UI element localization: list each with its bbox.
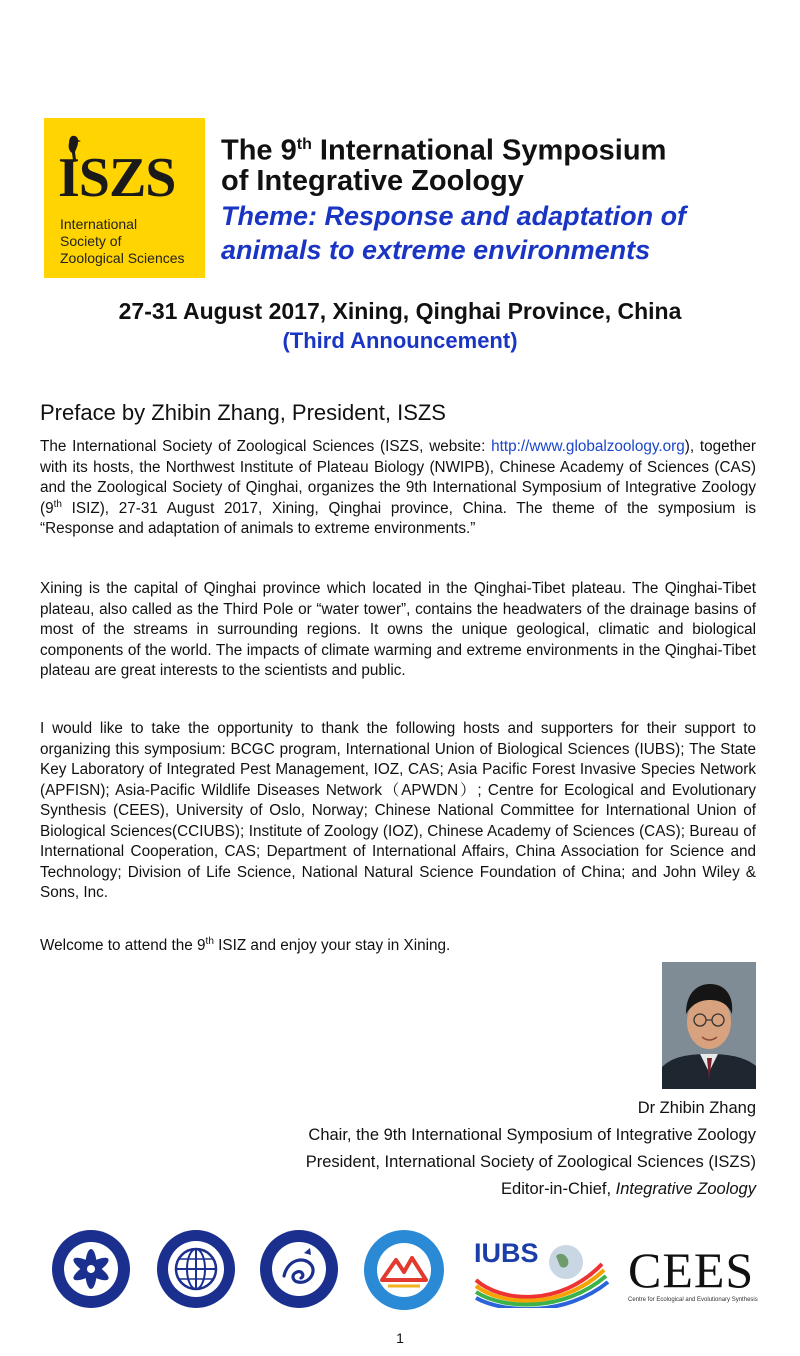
signature-name: Dr Zhibin Zhang (637, 1099, 756, 1117)
iszs-mark: ISZS (58, 147, 176, 209)
author-portrait (662, 962, 756, 1089)
cast-logo-icon (155, 1228, 237, 1310)
iszs-logo-subtitle: International Society of Zoological Sciences (60, 216, 185, 266)
iszs-logo (44, 118, 205, 278)
theme-line2: animals to extreme environments (221, 235, 651, 265)
preface-heading: Preface by Zhibin Zhang, President, ISZS (40, 400, 446, 425)
symposium-title-line1: The 9th International Symposium (221, 134, 667, 167)
signature-role-chair: Chair, the 9th International Symposium of Integrative Zoology (308, 1126, 756, 1144)
symposium-title-line2: of Integrative Zoology (221, 165, 524, 197)
signature-role-editor: Editor-in-Chief, Integrative Zoology (501, 1180, 756, 1198)
paragraph-2: Xining is the capital of Qinghai province which located in the Qinghai-Tibet plateau. The Qinghai-Tibet plateau, also called as the Third Pole or “water tower”, contains the headwaters of the drainage basins of most of the streams in surrounding regions. It owns the unique geological, climatic and biological components of the world. The impacts of climate warming and extreme environments in the Qinghai-Tibet plateau are great interests to the scientists and public. (40, 580, 756, 679)
iubs-logo-icon (470, 1236, 618, 1308)
cees-logo: CEES Centre for Ecological and Evolutionary Synthesis (628, 1242, 758, 1303)
paragraph-3: I would like to take the opportunity to thank the following hosts and supporters for their support to organizing this symposium: BCGC program, International Union of Biological Sciences (IUBS); The State Key Laboratory of Integrated Pest Management, IOZ, CAS; Asia Pacific Forest Invasive Species Network (APFISN); Asia-Pacific Wildlife Diseases Network（APWDN）; Centre for Ecological and Evolutionary Synthesis (CEES), University of Oslo, Norway; Chinese National Committee for International Union of Biological Sciences(CCIUBS); Institute of Zoology (IOZ), Chinese Academy of Sciences (CAS); Bureau of International Cooperation, CAS; Department of International Affairs, China Association for Science and Technology; Division of Life Science, National Natural Science Foundation of China; and John Wiley & Sons, Inc. (40, 720, 756, 901)
announcement-label: (Third Announcement) (282, 328, 518, 353)
cas-logo-icon (50, 1228, 132, 1310)
iubs-text: IUBS (474, 1238, 539, 1268)
event-dates: 27-31 August 2017, Xining, Qinghai Province, China (118, 298, 682, 324)
ioz-logo-icon (258, 1228, 340, 1310)
page-number: 1 (396, 1330, 404, 1346)
website-link[interactable]: http://www.globalzoology.org (491, 438, 685, 455)
paragraph-1: The International Society of Zoological Sciences (ISZS, website: http://www.globalzoology.org), together with its hosts, the Northwest Institute of Plateau Biology (NWIPB), Chinese Academy of Sciences (CAS) and the Zoological Society of Qinghai, organizes the 9th International Symposium of Integrative Zoology (9th ISIZ), 27-31 August 2017, Xining, Qinghai province, China. The theme of the symposium is “Response and adaptation of animals to extreme environments.” (40, 438, 756, 537)
theme-line1: Theme: Response and adaptation of (221, 201, 687, 231)
nwipb-logo-icon (362, 1228, 446, 1312)
welcome-line: Welcome to attend the 9th ISIZ and enjoy your stay in Xining. (40, 935, 451, 954)
signature-role-president: President, International Society of Zoological Sciences (ISZS) (305, 1153, 756, 1171)
